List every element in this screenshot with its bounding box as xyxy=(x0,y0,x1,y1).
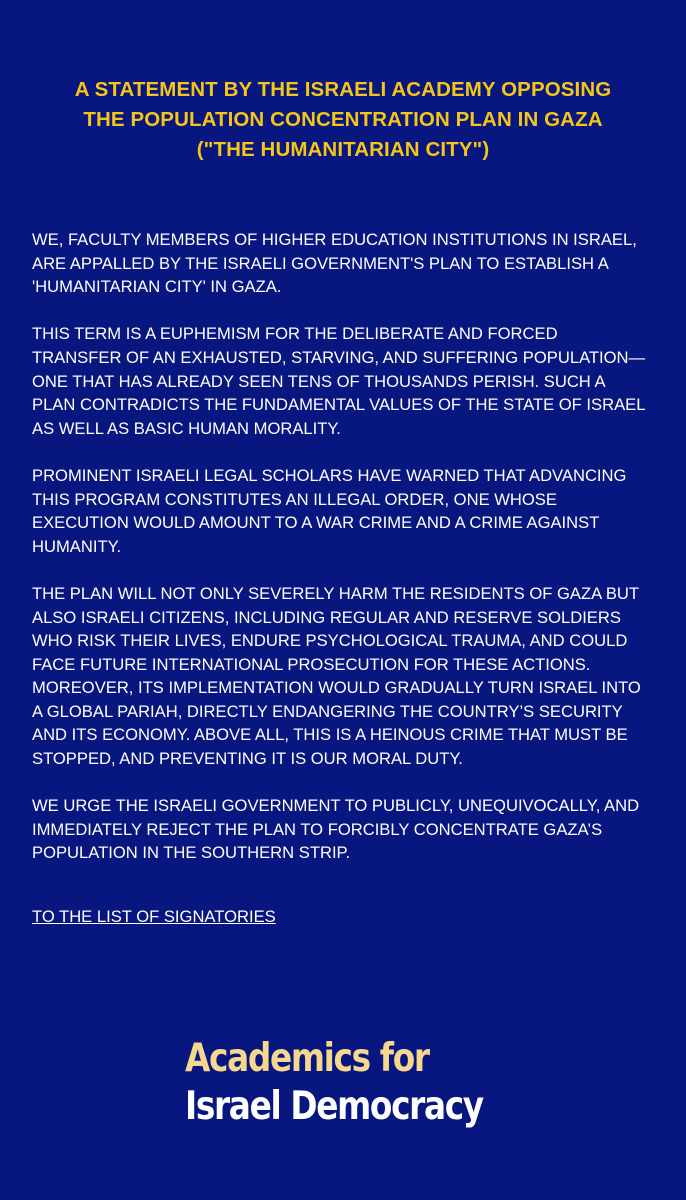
text-line: THE PLAN WILL NOT ONLY SEVERELY HARM THE RESIDENTS OF GAZA BUT xyxy=(32,583,640,603)
text-line: WE, FACULTY MEMBERS OF HIGHER EDUCATION INSTITUTIONS IN ISRAEL, xyxy=(32,230,637,249)
title-line: A STATEMENT BY THE ISRAELI ACADEMY OPPOSING xyxy=(74,78,612,101)
text-line: FACE FUTURE INTERNATIONAL PROSECUTION FOR THESE ACTIONS. xyxy=(32,654,591,674)
text-line: THIS TERM IS A EUPHEMISM FOR THE DELIBERATE AND FORCED xyxy=(32,324,558,344)
text-line: EXECUTION WOULD AMOUNT TO A WAR CRIME AND A CRIME AGAINST xyxy=(32,513,600,533)
text-line: WHO RISK THEIR LIVES, ENDURE PSYCHOLOGICAL TRAUMA, AND COULD xyxy=(32,631,628,651)
signatories-link[interactable]: TO THE LIST OF SIGNATORIES xyxy=(32,907,276,926)
text-line: AND ITS ECONOMY. ABOVE ALL, THIS IS A HEINOUS CRIME THAT MUST BE xyxy=(32,725,628,745)
text-line: ARE APPALLED BY THE ISRAELI GOVERNMENT'S PLAN TO ESTABLISH A xyxy=(32,253,609,273)
text-line: ONE THAT HAS ALREADY SEEN TENS OF THOUSANDS PERISH. SUCH A xyxy=(32,371,606,391)
text-line: 'HUMANITARIAN CITY' IN GAZA. xyxy=(32,277,282,297)
text-line: HUMANITY. xyxy=(32,536,122,556)
title-line: THE POPULATION CONCENTRATION PLAN IN GAZA xyxy=(83,108,603,131)
text-line: PROMINENT ISRAELI LEGAL SCHOLARS HAVE WARNED THAT ADVANCING xyxy=(32,465,627,485)
text-line: ALSO ISRAELI CITIZENS, INCLUDING REGULAR AND RESERVE SOLDIERS xyxy=(32,607,621,627)
text-line: IMMEDIATELY REJECT THE PLAN TO FORCIBLY CONCENTRATE GAZA’S xyxy=(32,819,603,839)
text-line: A GLOBAL PARIAH, DIRECTLY ENDANGERING THE COUNTRY’S SECURITY xyxy=(32,701,623,721)
statement-body xyxy=(32,228,662,889)
statement-title xyxy=(0,75,686,165)
paragraph-3 xyxy=(32,464,662,558)
text-line: THIS PROGRAM CONSTITUTES AN ILLEGAL ORDER, ONE WHOSE xyxy=(32,489,557,509)
text-line: WE URGE THE ISRAELI GOVERNMENT TO PUBLICLY, UNEQUIVOCALLY, AND xyxy=(32,796,640,816)
academics-logo xyxy=(185,1035,483,1131)
text-line: STOPPED, AND PREVENTING IT IS OUR MORAL DUTY. xyxy=(32,749,463,769)
logo-line-2: Israel Democracy xyxy=(185,1084,483,1129)
text-line: AS WELL AS BASIC HUMAN MORALITY. xyxy=(32,418,341,438)
text-line: PLAN CONTRADICTS THE FUNDAMENTAL VALUES OF THE STATE OF ISRAEL xyxy=(32,395,646,415)
text-line: MOREOVER, ITS IMPLEMENTATION WOULD GRADUALLY TURN ISRAEL INTO xyxy=(32,678,641,698)
logo-line-1: Academics for xyxy=(185,1036,429,1081)
paragraph-2 xyxy=(32,322,662,440)
text-line: POPULATION IN THE SOUTHERN STRIP. xyxy=(32,843,351,863)
paragraph-5 xyxy=(32,794,662,865)
paragraph-1 xyxy=(32,228,662,299)
paragraph-4 xyxy=(32,582,662,771)
text-line: TRANSFER OF AN EXHAUSTED, STARVING, AND SUFFERING POPULATION— xyxy=(32,347,646,367)
title-line: ("THE HUMANITARIAN CITY") xyxy=(196,138,490,161)
